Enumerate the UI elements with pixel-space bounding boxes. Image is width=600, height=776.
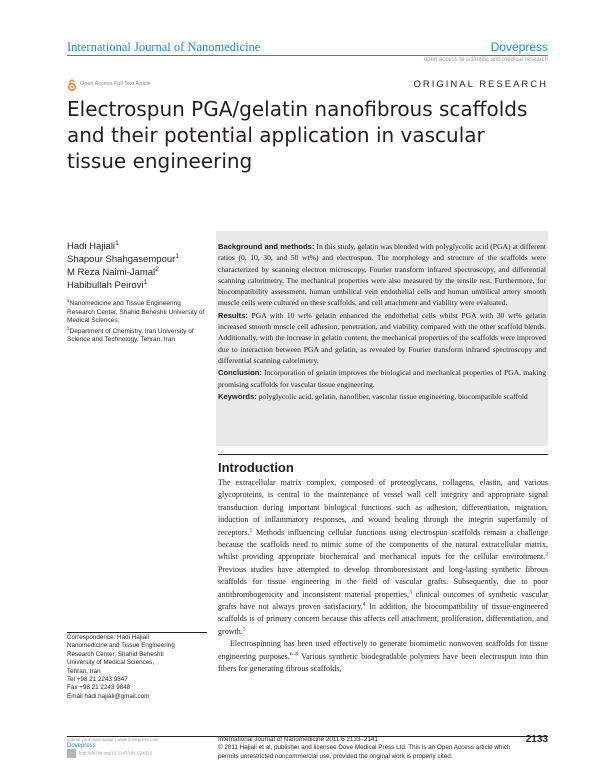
paragraph: Electrospinning has been used effectively to generate biomimetic nonwoven scaffolds for tissue engineering purposes.$^{6-8}$ Various synthetic biodegradable polymers have been electrospun into thin fibers for generating fibrous scaffolds, (218, 639, 548, 674)
paragraph: The extracellular matrix complex, composed of proteoglycans, collagens, elastin, and various glycoproteins, is central to the maintenance of vessel wall cell integrity and appropriate signal transduction during important biological functions such as adhesion, differentiation, migration, induction of inflammatory responses, and wound healing through the integrin superfamily of receptors.$^1$ Methods influencing cellular functions using electrospun scaffolds remain a challenge because the scaffolds need to mimic some of the components of the natural extracellular matrix, whilst providing appropriate biochemical and mechanical inputs for the cellular environment.$^2$ Previous studies have attempted to develop thromboresistant and long-lasting synthetic fibrous scaffolds for tissue engineering in the field of vascular grafts. Subsequently, due to poor antithrombogenicity and inconsistent material properties,$^3$ clinical outcomes of synthetic vascular grafts have not always proven satisfactory.$^4$ In addition, the biocompatibility of tissue-engineered scaffolds is of primary concern because this affects cell attachment, proliferation, differentiation, and growth.$^5$ (218, 478, 548, 636)
footer-logo: Dovepress (67, 743, 96, 749)
publisher-logo: Dovepress (490, 40, 548, 54)
author: Shapour Shahgasempour$^1$ (67, 252, 179, 265)
affiliations (67, 297, 207, 347)
affiliation: $^2$Department of Chemistry, Iran University of Science and Technology, Tehran, Iran (67, 325, 194, 343)
publisher-tagline: open access to scientific and medical research (423, 57, 548, 63)
author: Hadi Hajiali$^1$ (67, 239, 119, 252)
abstract: Background and methods: In this study, gelatin was blended with polyglycolic acid (PGA) at different ratios (0, 10, 30, and 50 wt%) and electrospun. The morphology and structure of the scaffolds were characterized by scanning electron microscopy, Fourier transform infrared spectroscopy, and differential scanning calorimetry. The mechanical properties were also measured by the tensile test. Furthermore, for biocompatibility assessment, human umbilical vein endothelial cells and human umbilical artery smooth muscle cells were cultured on these scaffolds, and cell attachment and viability were evaluated. Results: PGA with 10 wt% gelatin enhanced the endothelial cells whilst PGA with 30 wt% gelatin increased smooth muscle cell adhesion, penetration, and viability compared with the other scaffold blends. Additionally, with the increase in gelatin content, the mechanical properties of the scaffolds were improved due to interaction between PGA and gelatin, as revealed by Fourier transform infrared spectroscopy and differential scanning calorimetry. Conclusion: Incorporation of gelatin improves the biological and mechanical properties of PGA, making promising scaffolds for vascular tissue engineering. Keywords: polyglycolic acid, gelatin, nanofiber, vascular tissue engineering, biocompatible scaffold (218, 242, 546, 401)
footer-citation: International Journal of Nanomedicine 2011:6 2133–2141 © 2011 Hajiali et al, publisher and licensee Dove Medical Press Ltd. This is an Open Access article which permits unrestricted noncommercial use, provided the original work is properly cited. (218, 736, 511, 760)
page-number: 2133 (525, 734, 548, 745)
article-title: Electrospun PGA/gelatin nanofibrous scaffolds and their potential application in vascular tissue engineering (67, 97, 528, 173)
section-rule (218, 454, 548, 455)
affiliation: $^1$Nanomedicine and Tissue Engineering Research Center, Shahid Beheshti University of Medical Sciences; (67, 297, 205, 324)
introduction-text (218, 477, 548, 676)
article-type: ORIGINAL RESEARCH (413, 79, 548, 90)
doi-link[interactable]: http://dx.doi.org/10.2147/IJN.S24312 (79, 750, 153, 756)
header-rule (67, 55, 548, 56)
journal-name: International Journal of Nanomedicine (67, 40, 261, 54)
submit-link[interactable]: submit your manuscript | www.dovepress.com (67, 737, 159, 742)
open-access-label: Open Access Full Text Article (80, 81, 151, 87)
footer-left (67, 737, 212, 758)
author: Habibullah Peirovi$^1$ (67, 278, 148, 291)
email-link[interactable]: Email hadi.hajiali@gmail.com (67, 692, 150, 700)
correspondence: Correspondence: Hadi Hajiali Nanomedicine and Tissue Engineering Research Center, Shahid Beheshti University of Medical Sciences, Tehran, Iran Tel +98 21 2243 9847 Fax +98 21 2243 9848 Email hadi.hajiali@gmail.com (67, 634, 212, 701)
qr-code-icon (67, 749, 76, 758)
correspondence-rule (67, 632, 207, 633)
open-access-icon (67, 79, 77, 91)
author-list (67, 240, 217, 292)
author: M Reza Naimi-Jamal$^2$ (67, 265, 159, 278)
section-heading: Introduction (218, 460, 294, 475)
